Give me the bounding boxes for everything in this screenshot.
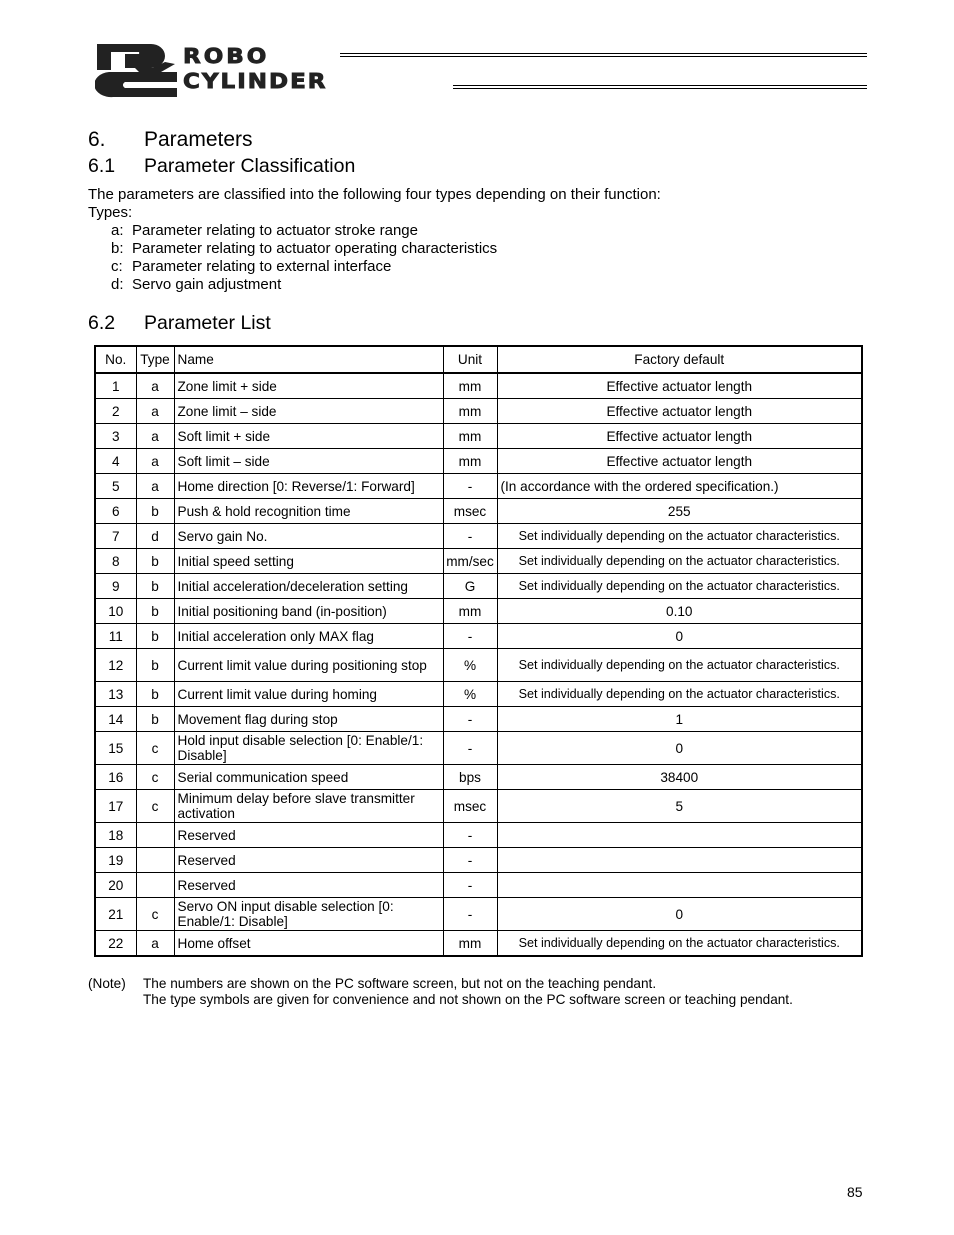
classification-intro: The parameters are classified into the following four types depending on their function: <box>88 186 661 203</box>
param-no: 13 <box>95 682 136 707</box>
param-name: Soft limit + side <box>174 424 443 449</box>
param-no: 3 <box>95 424 136 449</box>
param-unit: mm <box>443 399 497 424</box>
table-row <box>95 823 862 848</box>
param-unit: mm <box>443 373 497 399</box>
param-type <box>136 873 174 898</box>
type-item <box>111 258 391 275</box>
type-letter: c: <box>111 258 123 275</box>
table-row <box>95 873 862 898</box>
table-row <box>95 524 862 549</box>
types-label: Types: <box>88 204 133 221</box>
param-name: Initial speed setting <box>174 549 443 574</box>
param-factory-default <box>497 848 862 873</box>
table-row <box>95 574 862 599</box>
param-type: b <box>136 624 174 649</box>
param-unit: - <box>443 732 497 765</box>
param-type <box>136 848 174 873</box>
type-text: Parameter relating to actuator stroke range <box>132 222 418 239</box>
table-row <box>95 732 862 765</box>
param-unit: mm <box>443 424 497 449</box>
param-no: 8 <box>95 549 136 574</box>
table-row <box>95 549 862 574</box>
param-unit: msec <box>443 790 497 823</box>
param-factory-default: Set individually depending on the actuator characteristics. <box>497 649 862 682</box>
section-6-1-heading <box>88 155 355 178</box>
param-type: b <box>136 599 174 624</box>
param-factory-default: 0 <box>497 624 862 649</box>
table-header-row <box>95 346 862 373</box>
param-type <box>136 823 174 848</box>
param-factory-default: 255 <box>497 499 862 524</box>
param-type: b <box>136 499 174 524</box>
param-no: 16 <box>95 765 136 790</box>
note-line-1: The numbers are shown on the PC software screen, but not on the teaching pendant. <box>143 976 657 991</box>
param-name: Initial acceleration/deceleration setting <box>174 574 443 599</box>
param-unit: - <box>443 524 497 549</box>
param-name: Current limit value during positioning stop <box>174 649 443 682</box>
param-no: 14 <box>95 707 136 732</box>
header-rule-bottom-1 <box>453 85 867 86</box>
param-no: 18 <box>95 823 136 848</box>
param-no: 10 <box>95 599 136 624</box>
param-factory-default <box>497 873 862 898</box>
header-name: Name <box>174 346 443 373</box>
param-unit: - <box>443 624 497 649</box>
table-row <box>95 449 862 474</box>
table-row <box>95 931 862 957</box>
param-name: Initial positioning band (in-position) <box>174 599 443 624</box>
param-name: Hold input disable selection [0: Enable/1: Disable] <box>174 732 443 765</box>
table-row <box>95 599 862 624</box>
param-no: 22 <box>95 931 136 957</box>
param-unit: mm <box>443 931 497 957</box>
section-6-heading <box>88 128 253 152</box>
type-item <box>111 222 418 239</box>
param-factory-default: 5 <box>497 790 862 823</box>
type-text: Parameter relating to external interface <box>132 258 392 275</box>
param-name: Push & hold recognition time <box>174 499 443 524</box>
param-no: 1 <box>95 373 136 399</box>
param-unit: - <box>443 873 497 898</box>
section-6-2-heading <box>88 312 271 335</box>
param-unit: - <box>443 707 497 732</box>
param-name: Current limit value during homing <box>174 682 443 707</box>
param-unit: % <box>443 649 497 682</box>
param-no: 20 <box>95 873 136 898</box>
type-item <box>111 276 281 293</box>
param-no: 12 <box>95 649 136 682</box>
param-unit: - <box>443 474 497 499</box>
table-row <box>95 373 862 399</box>
param-name: Reserved <box>174 823 443 848</box>
param-factory-default: 38400 <box>497 765 862 790</box>
param-factory-default: 0 <box>497 898 862 931</box>
param-no: 15 <box>95 732 136 765</box>
param-name: Minimum delay before slave transmitter activation <box>174 790 443 823</box>
param-unit: - <box>443 898 497 931</box>
section-6-number: 6. <box>88 128 106 151</box>
param-no: 6 <box>95 499 136 524</box>
parameter-table <box>94 345 863 957</box>
param-unit: mm <box>443 599 497 624</box>
rc-logo-mark-icon <box>95 42 179 98</box>
table-row <box>95 624 862 649</box>
type-item <box>111 240 497 257</box>
param-unit: % <box>443 682 497 707</box>
param-factory-default: Effective actuator length <box>497 449 862 474</box>
param-name: Serial communication speed <box>174 765 443 790</box>
table-row <box>95 790 862 823</box>
table-row <box>95 649 862 682</box>
param-unit: mm <box>443 449 497 474</box>
type-letter: b: <box>111 240 124 257</box>
param-no: 19 <box>95 848 136 873</box>
table-row <box>95 474 862 499</box>
param-unit: mm/sec <box>443 549 497 574</box>
param-type: b <box>136 549 174 574</box>
param-type: c <box>136 732 174 765</box>
param-factory-default: Set individually depending on the actuator characteristics. <box>497 524 862 549</box>
header-rule-top-2 <box>340 56 867 57</box>
type-letter: d: <box>111 276 124 293</box>
param-name: Movement flag during stop <box>174 707 443 732</box>
type-text: Servo gain adjustment <box>132 276 282 293</box>
param-type: b <box>136 574 174 599</box>
param-factory-default: 0 <box>497 732 862 765</box>
section-6-1-title: Parameter Classification <box>144 155 356 177</box>
header-rule-bottom-2 <box>453 88 867 89</box>
param-unit: - <box>443 823 497 848</box>
table-row <box>95 707 862 732</box>
page-number: 85 <box>847 1184 863 1200</box>
header-type: Type <box>136 346 174 373</box>
param-type: a <box>136 424 174 449</box>
param-factory-default: Set individually depending on the actuator characteristics. <box>497 574 862 599</box>
param-no: 11 <box>95 624 136 649</box>
type-letter: a: <box>111 222 124 239</box>
param-name: Reserved <box>174 873 443 898</box>
param-type: a <box>136 474 174 499</box>
header-no: No. <box>95 346 136 373</box>
section-6-2-title: Parameter List <box>144 312 271 334</box>
section-6-1-number: 6.1 <box>88 155 116 177</box>
param-factory-default: Set individually depending on the actuator characteristics. <box>497 549 862 574</box>
param-name: Zone limit – side <box>174 399 443 424</box>
logo-text-robo: ROBO <box>183 45 270 69</box>
param-no: 17 <box>95 790 136 823</box>
param-name: Zone limit + side <box>174 373 443 399</box>
table-row <box>95 765 862 790</box>
note-line-2: The type symbols are given for convenience and not shown on the PC software screen or teaching pendant. <box>143 992 793 1007</box>
param-factory-default: Set individually depending on the actuator characteristics. <box>497 931 862 957</box>
table-row <box>95 682 862 707</box>
param-factory-default: Effective actuator length <box>497 424 862 449</box>
table-row <box>95 898 862 931</box>
param-unit: msec <box>443 499 497 524</box>
param-factory-default: Effective actuator length <box>497 373 862 399</box>
param-no: 9 <box>95 574 136 599</box>
param-type: c <box>136 898 174 931</box>
table-row <box>95 424 862 449</box>
param-no: 21 <box>95 898 136 931</box>
param-name: Soft limit – side <box>174 449 443 474</box>
parameter-table-body <box>95 373 862 956</box>
robo-cylinder-logo <box>95 42 870 100</box>
param-no: 2 <box>95 399 136 424</box>
param-no: 5 <box>95 474 136 499</box>
table-row <box>95 499 862 524</box>
param-name: Servo gain No. <box>174 524 443 549</box>
param-factory-default <box>497 823 862 848</box>
param-name: Initial acceleration only MAX flag <box>174 624 443 649</box>
logo-text-cylinder: CYLINDER <box>183 70 328 94</box>
table-row <box>95 399 862 424</box>
type-text: Parameter relating to actuator operating characteristics <box>132 240 498 257</box>
param-type: d <box>136 524 174 549</box>
param-factory-default: 0.10 <box>497 599 862 624</box>
param-type: a <box>136 373 174 399</box>
param-type: b <box>136 649 174 682</box>
param-unit: bps <box>443 765 497 790</box>
param-type: a <box>136 399 174 424</box>
param-unit: G <box>443 574 497 599</box>
param-no: 7 <box>95 524 136 549</box>
table-row <box>95 848 862 873</box>
param-name: Servo ON input disable selection [0: Enable/1: Disable] <box>174 898 443 931</box>
param-factory-default: Effective actuator length <box>497 399 862 424</box>
header-factory-default: Factory default <box>497 346 862 373</box>
param-type: b <box>136 707 174 732</box>
param-factory-default: Set individually depending on the actuator characteristics. <box>497 682 862 707</box>
param-type: a <box>136 931 174 957</box>
param-name: Reserved <box>174 848 443 873</box>
param-unit: - <box>443 848 497 873</box>
param-name: Home direction [0: Reverse/1: Forward] <box>174 474 443 499</box>
note-label: (Note) <box>88 976 126 991</box>
header-unit: Unit <box>443 346 497 373</box>
param-type: c <box>136 790 174 823</box>
param-name: Home offset <box>174 931 443 957</box>
param-type: a <box>136 449 174 474</box>
param-type: c <box>136 765 174 790</box>
section-6-2-number: 6.2 <box>88 312 116 334</box>
param-factory-default: 1 <box>497 707 862 732</box>
param-factory-default: (In accordance with the ordered specification.) <box>497 474 862 499</box>
header-rule-top-1 <box>340 53 867 54</box>
param-type: b <box>136 682 174 707</box>
section-6-title: Parameters <box>144 128 253 151</box>
param-no: 4 <box>95 449 136 474</box>
